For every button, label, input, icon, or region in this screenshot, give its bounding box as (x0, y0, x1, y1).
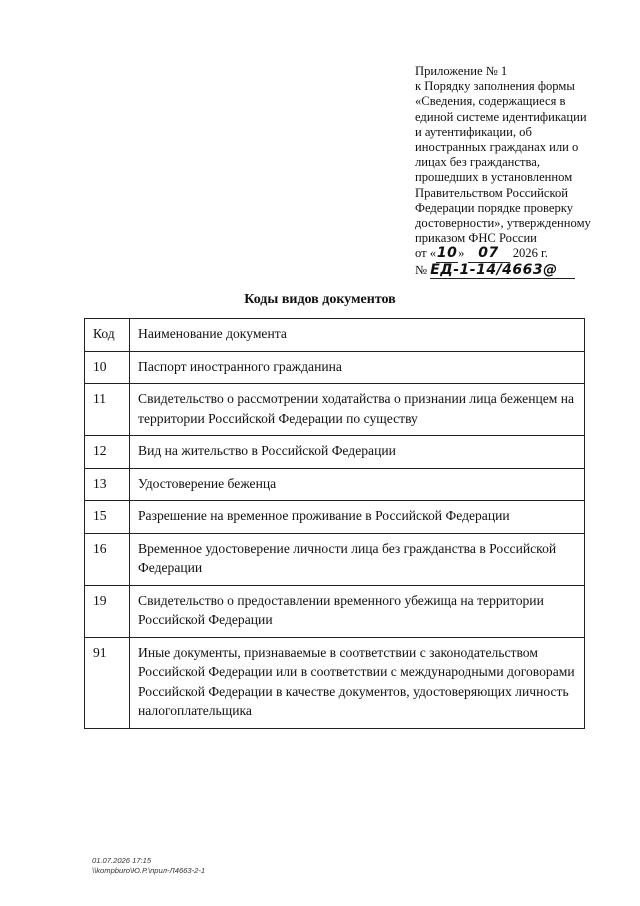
document-codes-table (84, 318, 585, 729)
table-header-row (85, 319, 585, 352)
number-value: ЕД-1-14/4663@ (430, 263, 575, 279)
date-day: 10 (436, 245, 458, 262)
footer-timestamp: 01.07.2026 17:15 (92, 856, 152, 865)
appendix-line: Правительством Российской (415, 185, 568, 200)
date-month: 07 (468, 246, 510, 262)
name-cell: Удостоверение беженца (130, 468, 585, 501)
appendix-block (415, 64, 615, 279)
table-row (85, 384, 585, 436)
appendix-line: Приложение № 1 (415, 64, 508, 78)
appendix-line: единой системе идентификации (415, 109, 587, 124)
name-cell: Свидетельство о предоставлении временного убежища на территории Российской Федерации (130, 585, 585, 637)
table-row (85, 585, 585, 637)
code-cell: 16 (85, 533, 130, 585)
appendix-line: прошедших в установленном (415, 170, 573, 185)
table-row (85, 468, 585, 501)
table-row (85, 637, 585, 728)
name-cell: Разрешение на временное проживание в Российской Федерации (130, 501, 585, 534)
date-prefix: от « (415, 246, 437, 261)
page-title: Коды видов документов (244, 292, 396, 307)
table-row (85, 501, 585, 534)
code-cell: 91 (85, 637, 130, 728)
appendix-line: к Порядку заполнения формы (415, 79, 575, 94)
code-cell: 11 (85, 384, 130, 436)
appendix-line: Федерации порядке проверку (415, 200, 574, 215)
order-number (415, 263, 615, 279)
appendix-line: иностранных гражданах или о (415, 140, 579, 155)
name-cell: Свидетельство о рассмотрении ходатайства о признании лица беженцем на территории Российской Федерации по существу (130, 384, 585, 436)
code-cell: 19 (85, 585, 130, 637)
code-cell: 10 (85, 351, 130, 384)
name-cell: Вид на жительство в Российской Федерации (130, 436, 585, 469)
code-cell: 15 (85, 501, 130, 534)
date-mid: » (458, 246, 465, 261)
appendix-line: лицах без гражданства, (415, 155, 541, 170)
appendix-line: приказом ФНС России (415, 231, 537, 246)
name-cell: Иные документы, признаваемые в соответствии с законодательством Российской Федерации или в соответствии с международными договорами Российской Федерации в качестве документов, удостоверяющих личность налогоплательщика (130, 637, 585, 728)
appendix-line: и аутентификации, об (415, 124, 532, 139)
table-row (85, 533, 585, 585)
number-prefix: № (415, 262, 428, 277)
table-row (85, 351, 585, 384)
code-cell: 12 (85, 436, 130, 469)
name-cell: Паспорт иностранного гражданина (130, 351, 585, 384)
name-cell: Временное удостоверение личности лица без гражданства в Российской Федерации (130, 533, 585, 585)
column-header-code: Код (85, 319, 130, 352)
date-year: 2026 г. (512, 246, 548, 261)
code-cell: 13 (85, 468, 130, 501)
table-row (85, 436, 585, 469)
appendix-line: достоверности», утвержденному (415, 216, 591, 231)
column-header-name: Наименование документа (130, 319, 585, 352)
file-footer (92, 856, 205, 876)
order-date (415, 246, 615, 262)
footer-path: \\kompburo\Ю.Р.\прил-Л4663-2-1 (92, 866, 206, 875)
appendix-line: «Сведения, содержащиеся в (415, 94, 566, 109)
